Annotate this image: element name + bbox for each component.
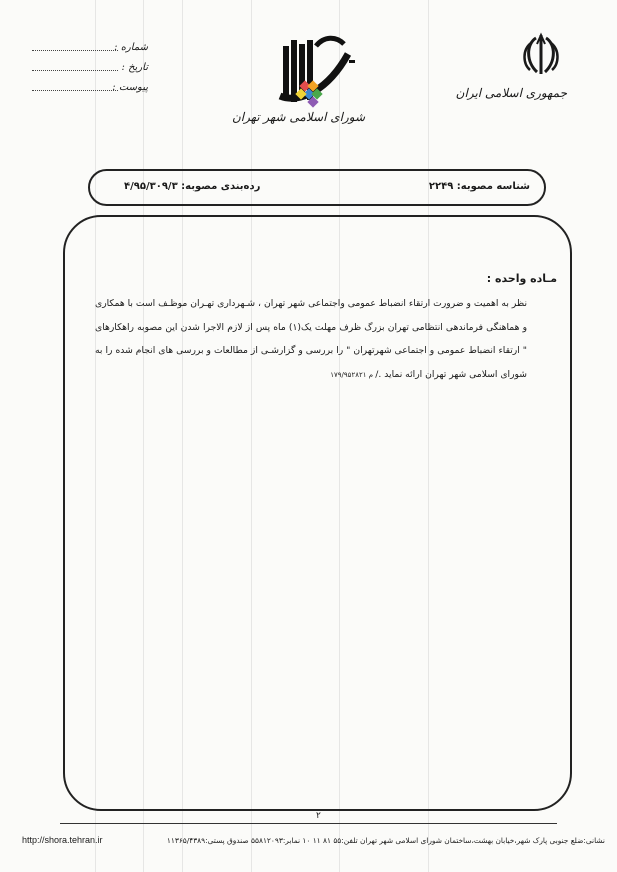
council-name: شورای اسلامی شهر تهران [231, 110, 365, 124]
letter-date-label: تاریخ : [121, 62, 148, 73]
footer-address: نشانی:ضلع جنوبی پارک شهر،خیابان بهشت،ساختمان شورای اسلامی شهر تهران تلفن:۵۵ ۸۱ ۱۱ ۱۰ نمابر:۵۵۸۱۲۰۹۳ صندوق پستی:۱۱۳۶۵/۴۳۸۹ [166, 836, 605, 845]
resolution-paragraph: نظر به اهمیت و ضرورت ارتقاء انضباط عمومی واجتماعی شهر تهران ، شـهرداری تهـران موظـف است با همکاری و هماهنگی فرماندهی انتظامی تهران بزرگ ظرف مهلت یک(۱) ماه پس از لازم الاجرا شدن این مصوبه راهکارهای " ارتقاء انضباط عمومی و اجتماعی شهرتهران " را بررسی و گزارشـی از مطالعات و بررسی های انجام شده را به شورای اسلامی شهر تهران ارائه نماید ./ [95, 298, 528, 380]
iran-emblem-icon [520, 32, 562, 78]
approval-classification: رده‌بندی مصوبه: ۴/۹۵/۳۰۹/۳ [124, 181, 261, 192]
letter-attachment-label: پیوست : [112, 82, 148, 93]
dotted-line [32, 90, 118, 91]
dotted-line [32, 50, 118, 51]
letter-attachment-field [32, 82, 148, 102]
letter-number-label: شماره : [114, 42, 148, 53]
dotted-line [32, 70, 118, 71]
letter-fields [32, 42, 148, 102]
page-number: ۲ [316, 811, 321, 821]
letter-number-field [32, 42, 148, 62]
country-name: جمهوری اسلامی ایران [455, 86, 567, 100]
single-article-heading: مـاده واحده : [486, 272, 557, 285]
footer-website-link[interactable]: http://shora.tehran.ir [22, 835, 103, 845]
footer-divider [60, 823, 557, 824]
resolution-text [95, 292, 527, 387]
reference-note: م ۱۷۹/۹۵۲۸۲۱ [330, 370, 376, 379]
letter-date-field [32, 62, 148, 82]
approval-id: شناسه مصوبه: ۲۲۴۹ [428, 181, 530, 192]
approval-info-box [88, 169, 546, 206]
city-council-logo [256, 30, 364, 116]
